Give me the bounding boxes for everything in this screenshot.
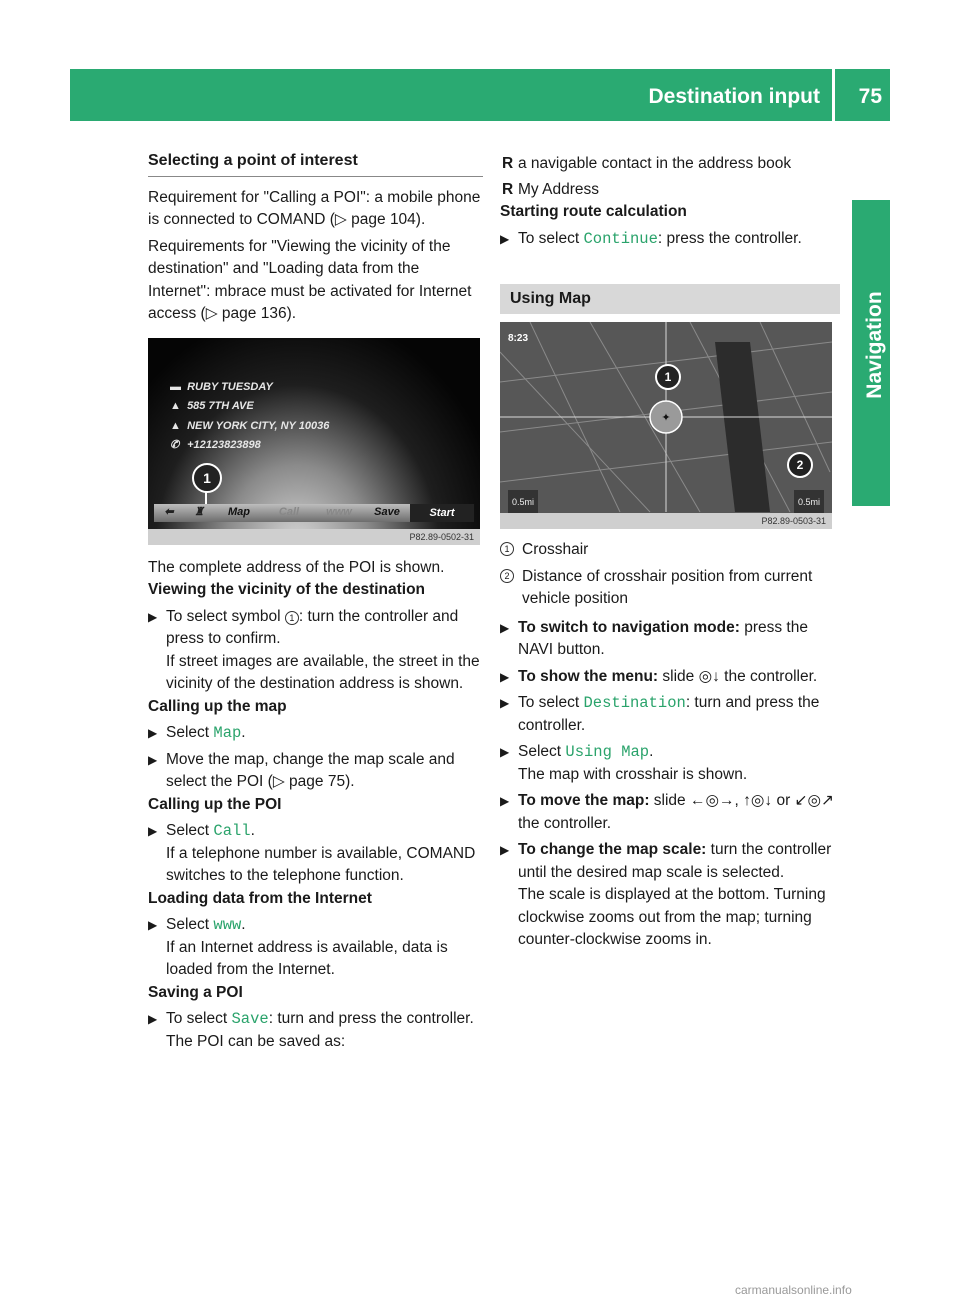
step-text: : turn and press the controller.: [518, 694, 820, 734]
step-arrow-icon: ▶: [148, 752, 158, 767]
step-using-map: [500, 741, 840, 786]
chapter-tab: [852, 200, 890, 506]
step-text: slide ◎↓ the controller.: [658, 667, 818, 685]
step-text: : turn and press the controller.: [268, 1010, 474, 1027]
step-note: If a telephone number is available, COMAND switches to the telephone function.: [166, 844, 476, 884]
poi-city-line: [170, 417, 329, 437]
requirement-call: Requirement for "Calling a POI": a mobile phone is connected to COMAND (▷ page 104).: [148, 188, 481, 228]
heading-vicinity: Viewing the vicinity of the destination: [148, 581, 426, 598]
list-item-text: My Address: [518, 180, 599, 198]
step-text: .: [649, 743, 654, 760]
code-call: Call: [213, 822, 251, 840]
svg-text:✦: ✦: [661, 411, 671, 424]
step-text: To select: [518, 694, 584, 711]
code-map: Map: [213, 724, 242, 742]
step-vicinity: [148, 606, 483, 696]
watermark-footer: carmanualsonline.info: [735, 1283, 852, 1297]
code-www: www: [213, 916, 242, 934]
poi-screenshot: [148, 338, 480, 545]
left-column: [148, 150, 483, 1053]
step-note: The POI can be saved as:: [166, 1032, 346, 1050]
step-text: To select: [518, 229, 584, 247]
list-item-text: a navigable contact in the address book: [518, 155, 792, 172]
step-text: Select: [166, 916, 214, 933]
step-map-scale: [500, 839, 840, 952]
step-continue: [500, 228, 840, 251]
section-using-map: Using Map: [500, 284, 840, 314]
legend-number: 1: [500, 542, 514, 556]
poi-city: NEW YORK CITY, NY 10036: [187, 419, 330, 432]
step-arrow-icon: ▶: [500, 231, 510, 246]
step-text: .: [250, 822, 255, 839]
step-note: The scale is displayed at the bottom. Turning clockwise zooms out from the map; turning counter-clockwise zooms in.: [518, 886, 826, 948]
menu-start[interactable]: Start: [410, 504, 474, 522]
step-arrow-icon: ▶: [148, 1012, 158, 1026]
code-using-map: Using Map: [565, 743, 650, 761]
address-shown-text: The complete address of the POI is shown.: [148, 558, 445, 576]
bullet-icon: R: [502, 155, 514, 172]
step-arrow-icon: ▶: [148, 726, 158, 740]
chapter-tab-label: Navigation: [863, 291, 886, 399]
legend-item: [500, 539, 840, 562]
step-text: slide ←◎→, ↑◎↓ or ↙◎↗ the controller.: [518, 792, 835, 832]
list-item: [500, 179, 840, 202]
section-title: Selecting a point of interest: [148, 150, 483, 177]
image-code: P82.89-0502-31: [148, 529, 480, 545]
map-roads: [500, 322, 832, 529]
step-destination: [500, 692, 840, 737]
image-code: P82.89-0503-31: [500, 513, 832, 529]
step-arrow-icon: ▶: [500, 843, 510, 857]
poi-details: [170, 378, 329, 456]
right-column: [500, 153, 840, 952]
step-call: [148, 820, 483, 888]
step-text: .: [241, 724, 246, 741]
step-text: Select: [518, 743, 566, 760]
step-arrow-icon: ▶: [500, 745, 510, 759]
location-icon: ▲: [170, 400, 181, 412]
step-label: To move the map:: [518, 792, 650, 809]
map-screenshot: [500, 322, 832, 529]
step-arrow-icon: ▶: [148, 824, 158, 838]
poi-phone-line: [170, 436, 329, 456]
map-time: 8:23: [508, 333, 529, 344]
poi-street-line: [170, 397, 329, 417]
city-icon: ▲: [170, 419, 181, 432]
header-title: Destination input: [648, 85, 820, 108]
step-select-map: [148, 722, 483, 745]
heading-map: Calling up the map: [148, 697, 287, 715]
menu-map[interactable]: Map: [228, 506, 250, 519]
heading-save: Saving a POI: [148, 983, 243, 1001]
step-text: turn the controller until the desired map scale is selected.: [518, 841, 832, 881]
step-text: .: [241, 916, 246, 933]
step-label: To switch to navigation mode:: [518, 618, 740, 636]
map-scale: 0.5mi: [508, 490, 538, 515]
callout-1: 1: [192, 463, 222, 493]
step-note: The map with crosshair is shown.: [518, 765, 748, 783]
poi-street: 585 7TH AVE: [187, 400, 254, 412]
step-arrow-icon: ▶: [500, 669, 510, 684]
page-header: [70, 69, 890, 121]
heading-poi: Calling up the POI: [148, 795, 282, 813]
step-arrow-icon: ▶: [500, 620, 510, 635]
requirement-vicinity: Requirements for "Viewing the vicinity of the destination" and "Loading data from the Internet": mbrace must be activated for Internet access (▷ page 136).: [148, 237, 472, 322]
code-save: Save: [231, 1010, 269, 1028]
legend-item: [500, 566, 840, 611]
poi-name: RUBY TUESDAY: [187, 380, 273, 393]
step-arrow-icon: ▶: [148, 609, 158, 624]
step-move-map: [500, 790, 840, 835]
step-arrow-icon: ▶: [148, 918, 158, 932]
inline-callout-1: 1: [285, 611, 299, 625]
bullet-icon: R: [502, 180, 514, 198]
step-show-menu: [500, 666, 840, 689]
step-text: : turn the controller and press to confirm.: [166, 607, 459, 647]
park-area: [715, 342, 770, 512]
step-note: If street images are available, the street in the vicinity of the destination address is shown.: [166, 652, 480, 692]
step-note: If an Internet address is available, data is loaded from the Internet.: [166, 938, 448, 978]
step-text: Move the map, change the map scale and select the POI (▷ page 75).: [166, 750, 455, 790]
legend-number: 2: [500, 569, 514, 583]
heading-route: Starting route calculation: [500, 203, 687, 220]
poi-name-line: [170, 378, 329, 398]
menu-call[interactable]: Call: [278, 506, 300, 519]
list-item: [500, 153, 840, 176]
menu-save[interactable]: Save: [374, 506, 400, 519]
step-text: : press the controller.: [657, 229, 802, 247]
code-continue: Continue: [583, 229, 658, 248]
page-number: 75: [858, 85, 882, 108]
step-navi: [500, 617, 840, 662]
step-text: Select: [166, 724, 214, 741]
step-label: To show the menu:: [518, 667, 659, 685]
step-text: Select: [166, 822, 214, 839]
map-callout-2: 2: [787, 452, 813, 478]
legend-text: Crosshair: [522, 541, 589, 558]
poi-phone: +12123823898: [187, 439, 261, 451]
back-icon[interactable]: ⬅: [164, 506, 174, 519]
map-callout-1: 1: [655, 364, 681, 390]
header-divider: [832, 69, 835, 121]
phone-icon: ✆: [170, 439, 180, 451]
step-www: [148, 914, 483, 982]
step-label: To change the map scale:: [518, 841, 707, 858]
step-text: To select: [166, 1010, 232, 1027]
heading-internet: Loading data from the Internet: [148, 889, 372, 907]
step-text: press the NAVI button.: [518, 618, 808, 658]
street-view-icon[interactable]: ♜: [194, 506, 204, 519]
step-arrow-icon: ▶: [500, 696, 510, 710]
menu-www[interactable]: www: [326, 506, 352, 519]
step-save: [148, 1008, 483, 1053]
code-destination: Destination: [583, 694, 686, 712]
crosshair-distance: 0.5mi: [794, 490, 824, 515]
legend-text: Distance of crosshair position from current vehicle position: [522, 567, 813, 607]
step-text: To select symbol: [166, 607, 285, 625]
screen-menu-bar: [154, 504, 474, 522]
step-arrow-icon: ▶: [500, 794, 510, 808]
restaurant-icon: ▬: [170, 380, 181, 393]
step-move-map: [148, 749, 483, 794]
